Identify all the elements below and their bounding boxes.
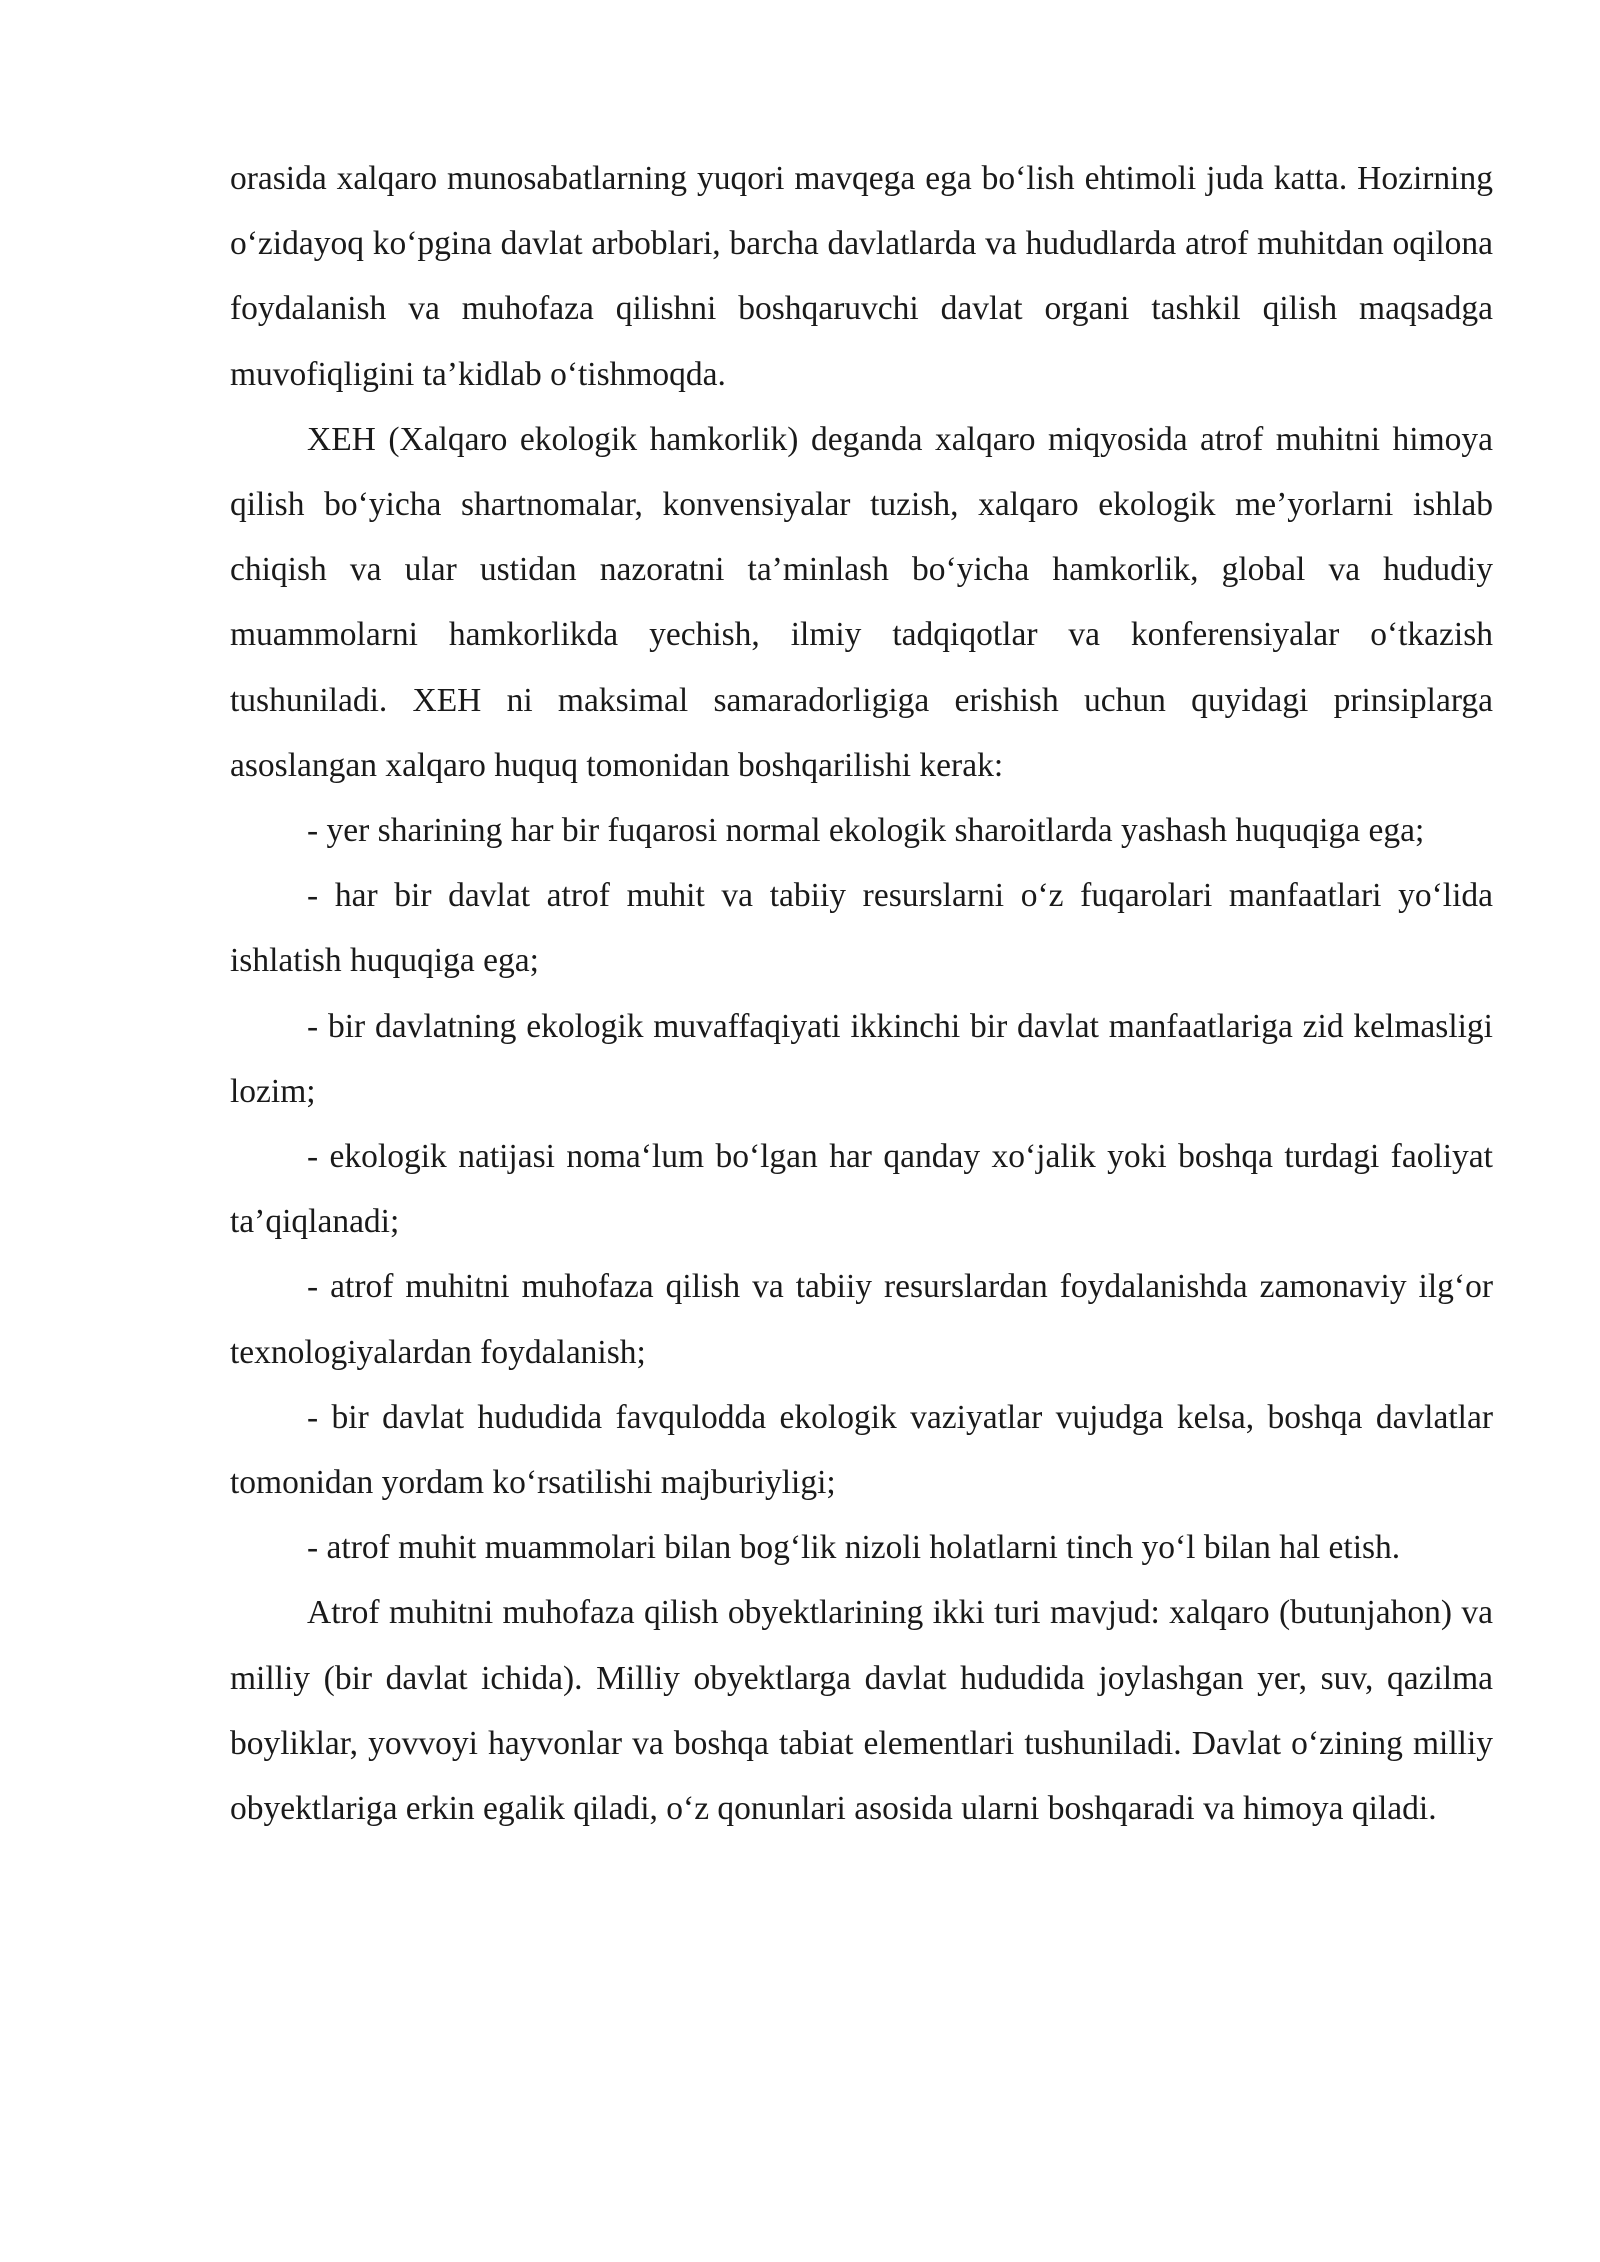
paragraph-continuation: orasida xalqaro munosabatlarning yuqori mavqega ega bo‘lish ehtimoli juda katta. Hozirning o‘zidayoq ko‘pgina davlat arboblari, barcha davlatlarda va hududlarda atrof muhitdan oqilona foydalanish va muhofaza qilishni boshqaruvchi davlat organi tashkil qilish maqsadga muvofiqligini ta’kidlab o‘tishmoqda. (230, 160, 1493, 393)
document-page (230, 146, 1493, 1841)
list-item-principle: - atrof muhit muammolari bilan bog‘lik nizoli holatlarni tinch yo‘l bilan hal etish. (307, 1529, 1401, 1567)
list-item-principle: - har bir davlat atrof muhit va tabiiy resurslarni o‘z fuqarolari manfaatlari yo‘lida ishlatish huquqiga ega; (230, 877, 1493, 980)
paragraph-xeh-definition: XEH (Xalqaro ekologik hamkorlik) deganda xalqaro miqyosida atrof muhitni himoya qilish bo‘yicha shartnomalar, konvensiyalar tuzish, xalqaro ekologik me’yorlarni ishlab chiqish va ular ustidan nazoratni ta’minlash bo‘yicha hamkorlik, global va hududiy muammolarni hamkorlikda yechish, ilmiy tadqiqotlar va konferensiyalar o‘tkazish tushuniladi. XEH ni maksimal samaradorligiga erishish uchun quyidagi prinsiplarga asoslangan xalqaro huquq tomonidan boshqarilishi kerak: (230, 420, 1493, 784)
list-item-principle: - atrof muhitni muhofaza qilish va tabiiy resurslardan foydalanishda zamonaviy ilg‘or texnologiyalardan foydalanish; (230, 1268, 1493, 1371)
list-item-principle: - ekologik natijasi noma‘lum bo‘lgan har qanday xo‘jalik yoki boshqa turdagi faoliyat ta’qiqlanadi; (230, 1138, 1493, 1241)
list-item-principle: - bir davlatning ekologik muvaffaqiyati ikkinchi bir davlat manfaatlariga zid kelmasligi lozim; (230, 1007, 1493, 1110)
paragraph-protection-objects: Atrof muhitni muhofaza qilish obyektlarining ikki turi mavjud: xalqaro (butunjahon) va milliy (bir davlat ichida). Milliy obyektlarga davlat hududida joylashgan yer, suv, qazilma boyliklar, yovvoyi hayvonlar va boshqa tabiat elementlari tushuniladi. Davlat o‘zining milliy obyektlariga erkin egalik qiladi, o‘z qonunlari asosida ularni boshqaradi va himoya qiladi. (230, 1594, 1493, 1828)
list-item-principle: - bir davlat hududida favqulodda ekologik vaziyatlar vujudga kelsa, boshqa davlatlar tomonidan yordam ko‘rsatilishi majburiyligi; (230, 1398, 1493, 1502)
list-item-principle: - yer sharining har bir fuqarosi normal ekologik sharoitlarda yashash huquqiga ega; (307, 812, 1425, 850)
